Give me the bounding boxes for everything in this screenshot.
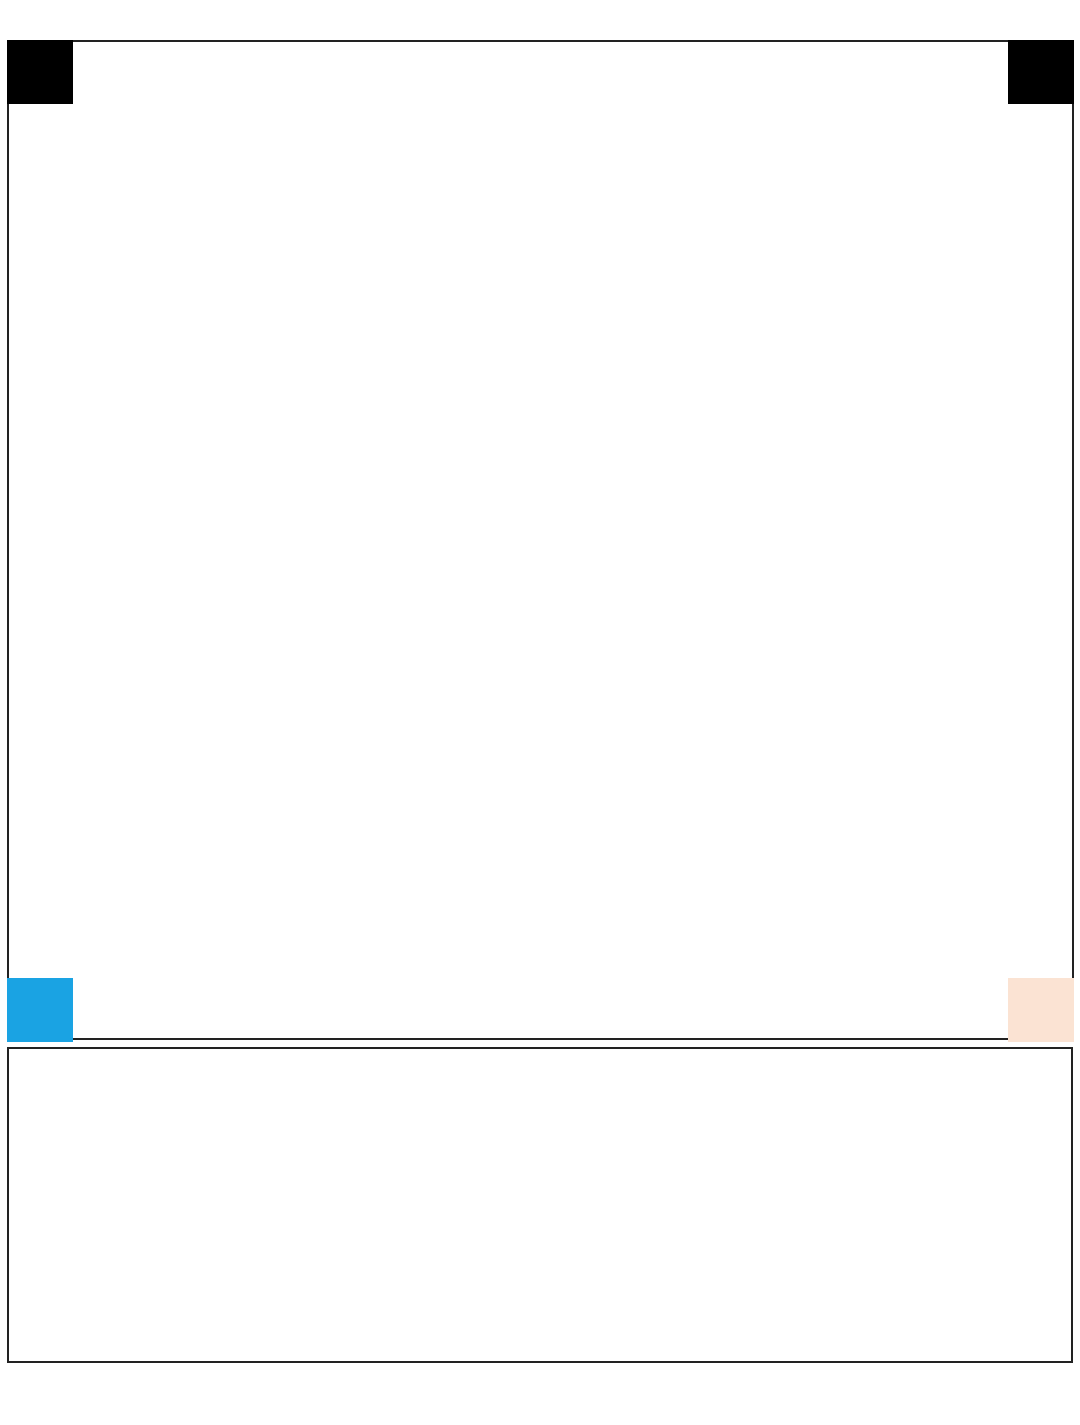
legend-table bbox=[7, 1047, 1073, 1363]
